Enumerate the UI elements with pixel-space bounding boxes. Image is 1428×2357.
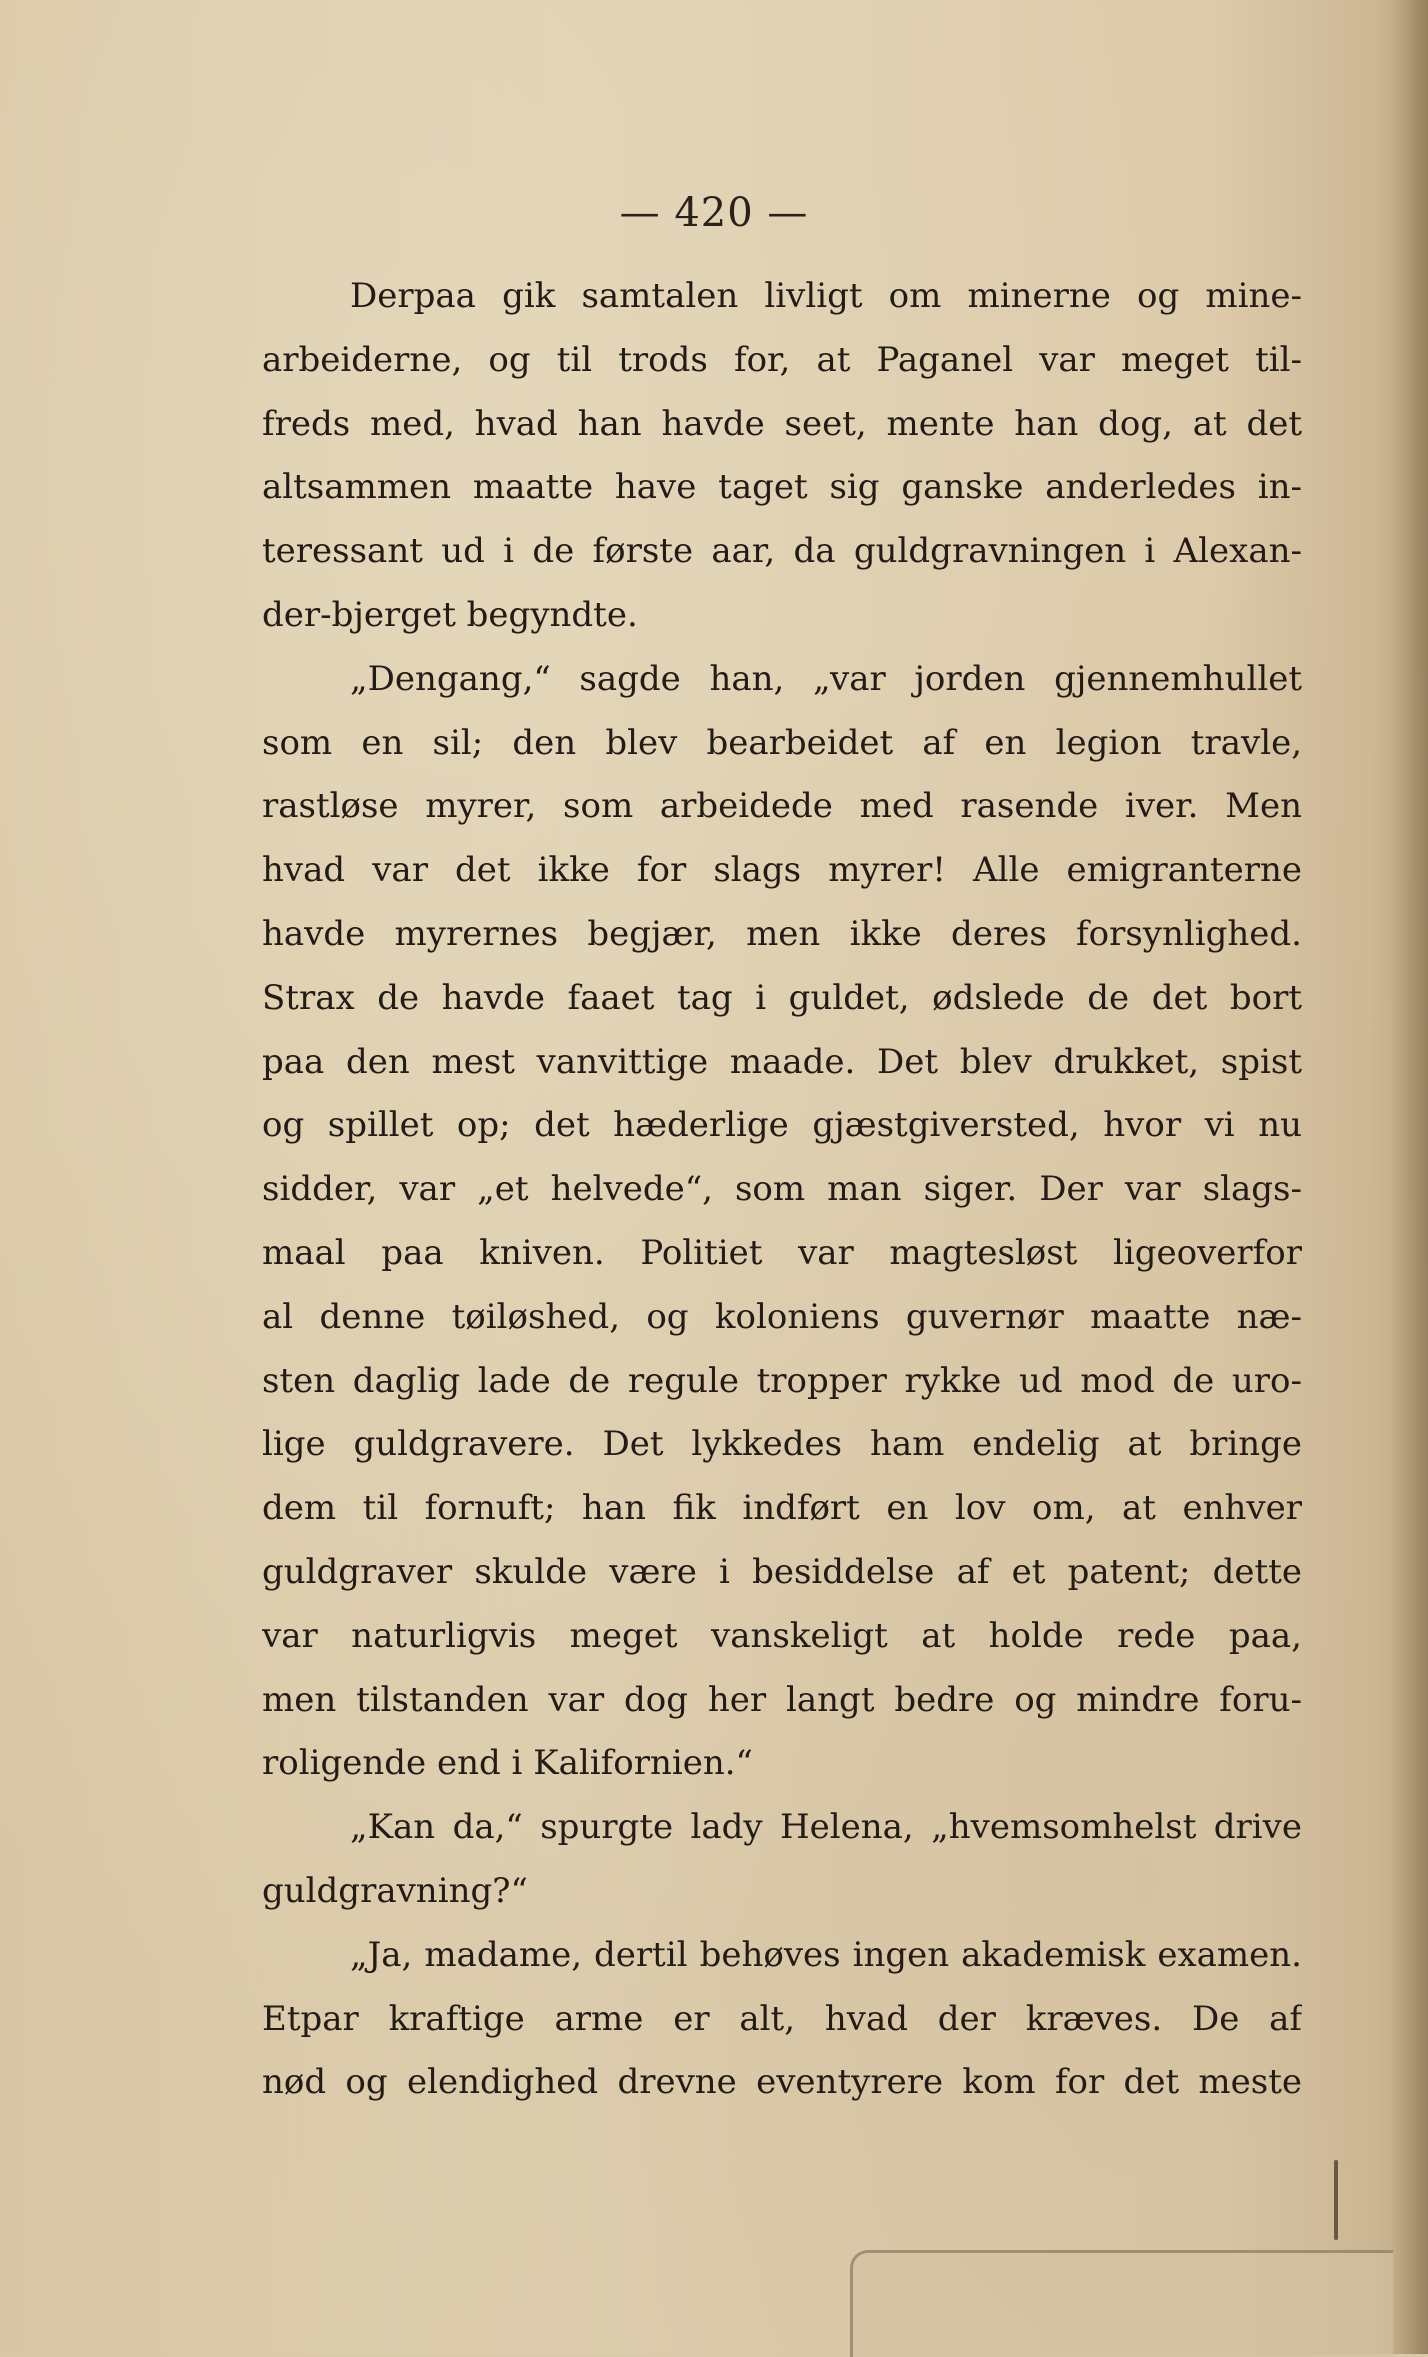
text-line: altsammen maatte have taget sig ganske anderledes in- — [262, 467, 1302, 508]
text-line: dem til fornuft; han fik indført en lov om, at enhver — [262, 1488, 1302, 1529]
text-line: Etpar kraftige arme er alt, hvad der kræves. De af — [262, 1998, 1302, 2039]
text-line: nød og elendighed drevne eventyrere kom for det meste — [262, 2062, 1302, 2103]
text-line: guldgravning?“ — [262, 1870, 528, 1911]
text-line: guldgraver skulde være i besiddelse af et patent; dette — [262, 1551, 1302, 1592]
text-line: var naturligvis meget vanskeligt at holde rede paa, — [262, 1615, 1302, 1656]
text-line: og spillet op; det hæderlige gjæstgiversted, hvor vi nu — [262, 1105, 1302, 1146]
text-line: lige guldgravere. Det lykkedes ham endelig at bringe — [262, 1424, 1302, 1465]
text-line: roligende end i Kalifornien.“ — [262, 1743, 753, 1784]
text-line: Strax de havde faaet tag i guldet, ødslede de det bort — [262, 977, 1302, 1018]
text-line: arbeiderne, og til trods for, at Paganel var meget til- — [262, 339, 1302, 380]
page-number: — 420 — — [619, 190, 809, 236]
text-line: sten daglig lade de regule tropper rykke ud mod de uro- — [262, 1360, 1302, 1401]
text-line: men tilstanden var dog her langt bedre og mindre foru- — [262, 1679, 1302, 1720]
text-line: Derpaa gik samtalen livligt om minerne og mine- — [350, 276, 1302, 316]
page-edge-shadow — [1390, 0, 1428, 2354]
text-line: „Ja, madame, dertil behøves ingen akademisk examen. — [350, 1934, 1302, 1975]
text-line: „Kan da,“ spurgte lady Helena, „hvemsomhelst drive — [350, 1807, 1302, 1848]
body-text — [262, 265, 1302, 2115]
text-line: havde myrernes begjær, men ikke deres forsynlighed. — [262, 913, 1302, 954]
text-line: teressant ud i de første aar, da guldgravningen i Alexan- — [262, 531, 1302, 572]
text-line: „Dengang,“ sagde han, „var jorden gjennemhullet — [350, 658, 1302, 699]
text-line: som en sil; den blev bearbeidet af en legion travle, — [262, 722, 1302, 763]
margin-pencil-mark — [1334, 2160, 1338, 2240]
text-line: der-bjerget begyndte. — [262, 594, 638, 635]
text-line: hvad var det ikke for slags myrer! Alle emigranterne — [262, 850, 1302, 891]
text-line: maal paa kniven. Politiet var magtesløst ligeoverfor — [262, 1232, 1302, 1273]
text-line: freds med, hvad han havde seet, mente han dog, at det — [262, 403, 1302, 444]
page-corner-fold — [850, 2250, 1393, 2357]
text-line: al denne tøiløshed, og koloniens guvernør maatte næ- — [262, 1296, 1302, 1337]
text-line: rastløse myrer, som arbeidede med rasende iver. Men — [262, 786, 1302, 827]
text-line: paa den mest vanvittige maade. Det blev drukket, spist — [262, 1041, 1302, 1082]
text-line: sidder, var „et helvede“, som man siger. Der var slags- — [262, 1169, 1302, 1210]
